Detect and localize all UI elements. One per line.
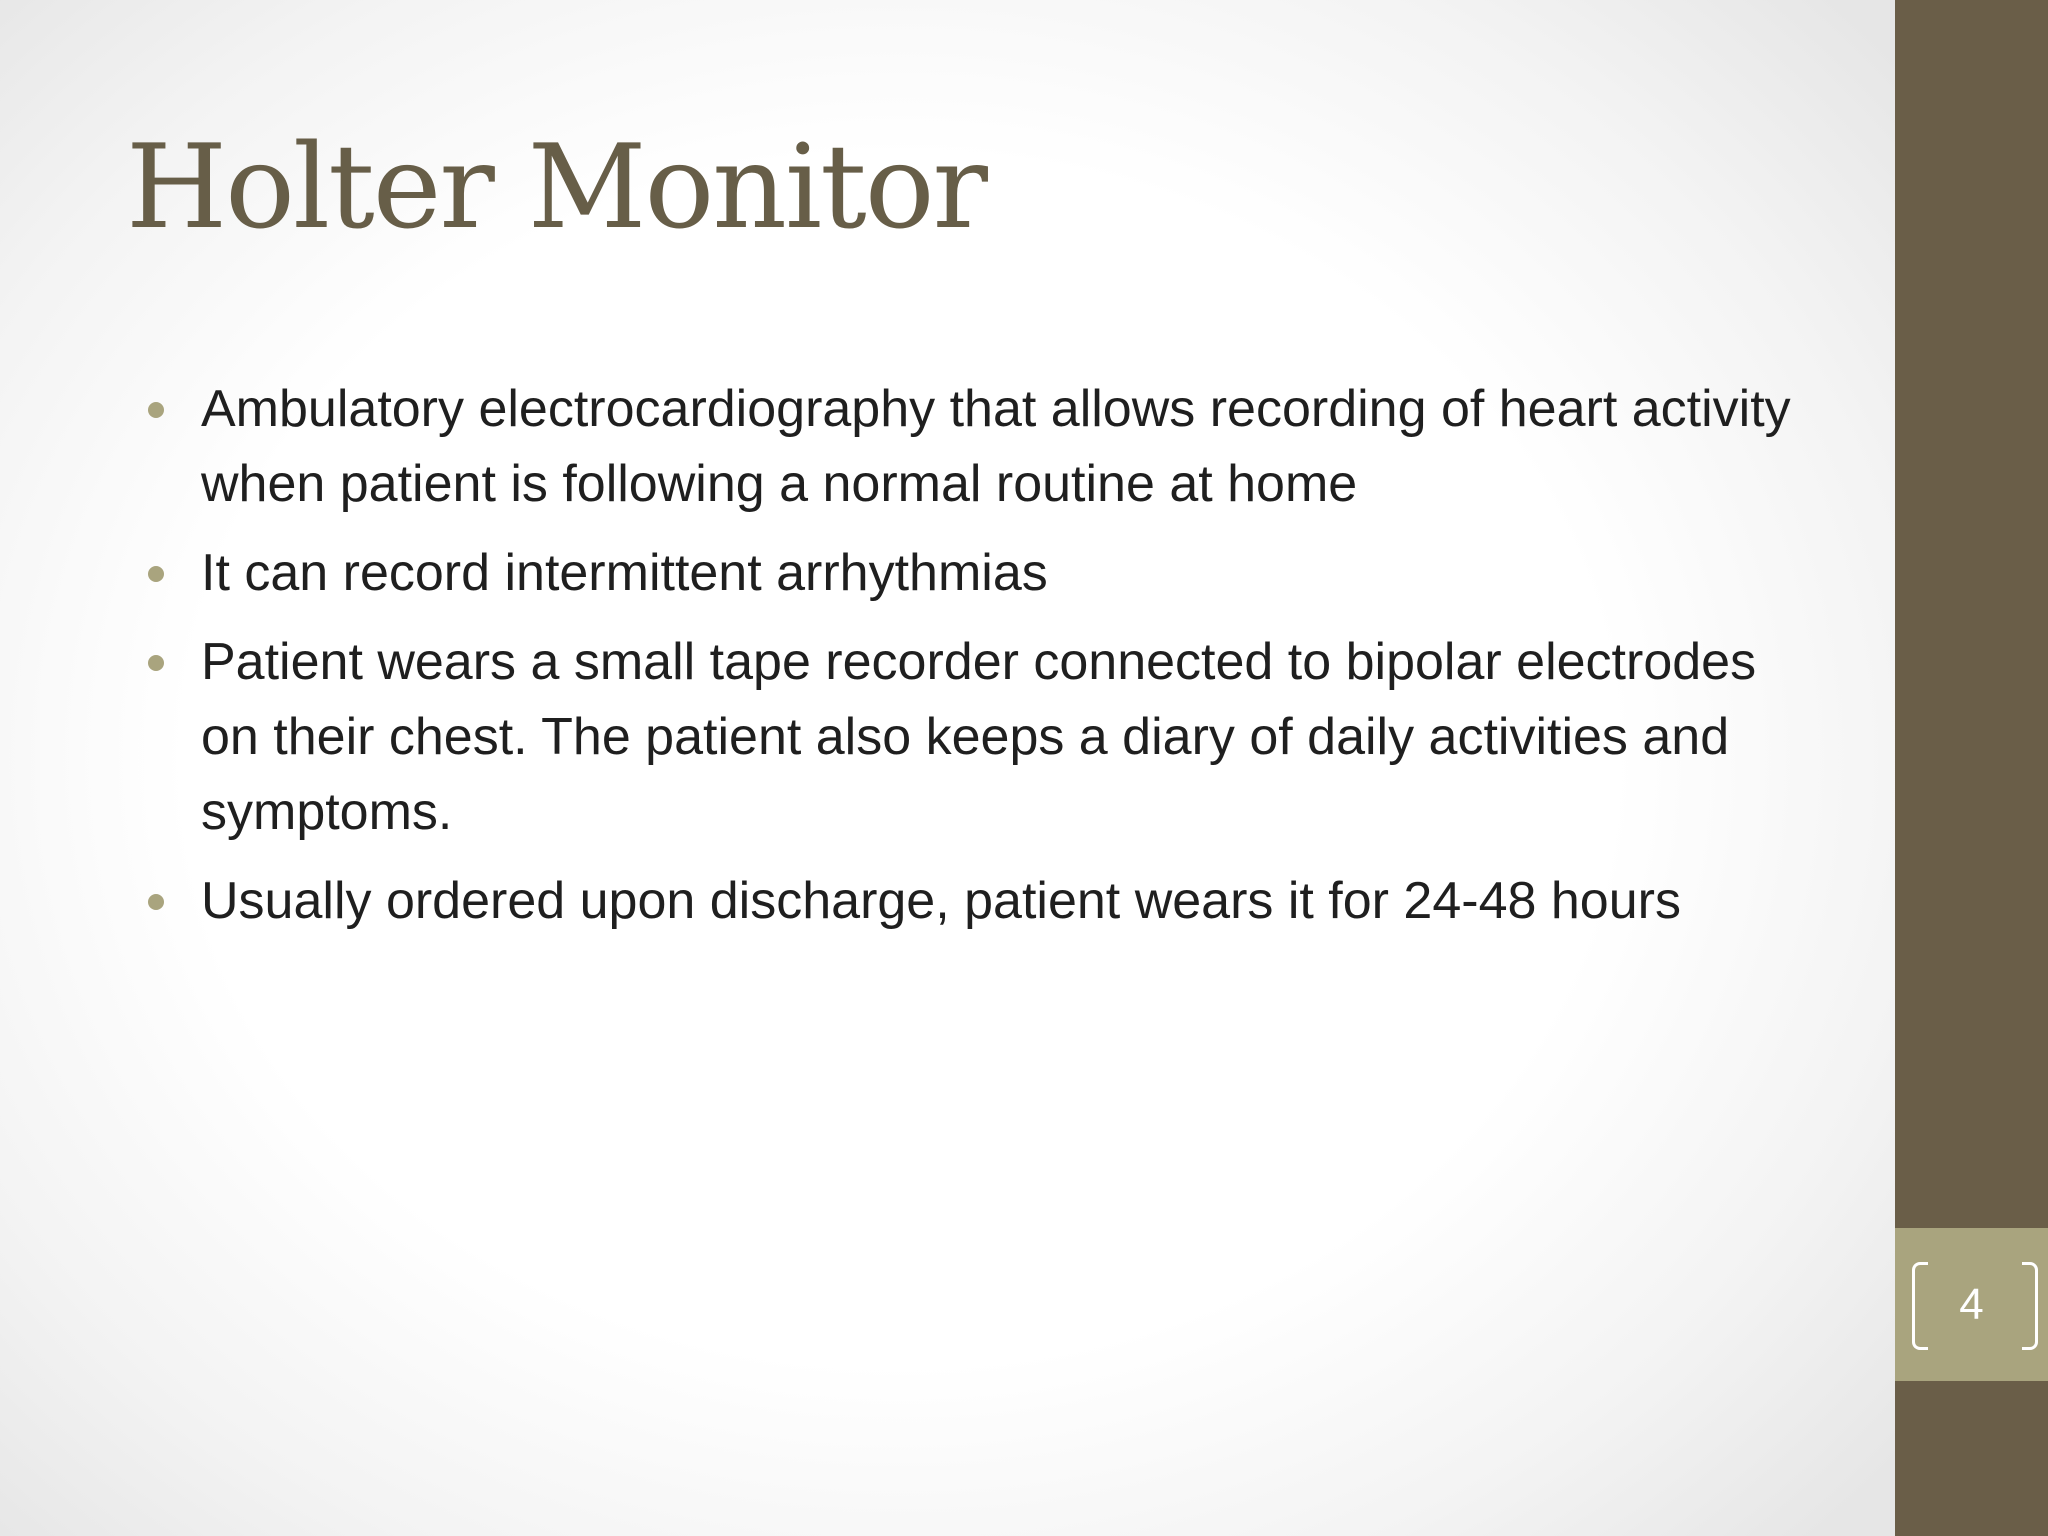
bullet-item xyxy=(148,625,1808,850)
slide-title: Holter Monitor xyxy=(126,120,987,255)
page-number: 4 xyxy=(1959,1280,1984,1329)
bullet-text: It can record intermittent arrhythmias xyxy=(201,544,1048,602)
page-number-box xyxy=(1895,1228,2048,1381)
bullet-dot-icon xyxy=(148,894,164,910)
bullet-item xyxy=(148,536,1808,611)
right-bracket-icon xyxy=(2022,1262,2038,1350)
bullet-item xyxy=(148,864,1808,939)
bullet-text: Usually ordered upon discharge, patient wears it for 24-48 hours xyxy=(201,872,1681,930)
bullet-list xyxy=(148,372,1808,953)
bullet-text: Patient wears a small tape recorder connected to bipolar electrodes on their chest. The patient also keeps a diary of daily activities and symptoms. xyxy=(201,633,1757,841)
bullet-item xyxy=(148,372,1808,522)
bullet-dot-icon xyxy=(148,402,164,418)
bullet-text: Ambulatory electrocardiography that allows recording of heart activity when patient is following a normal routine at home xyxy=(201,380,1791,513)
bullet-dot-icon xyxy=(148,655,164,671)
bullet-dot-icon xyxy=(148,566,164,582)
